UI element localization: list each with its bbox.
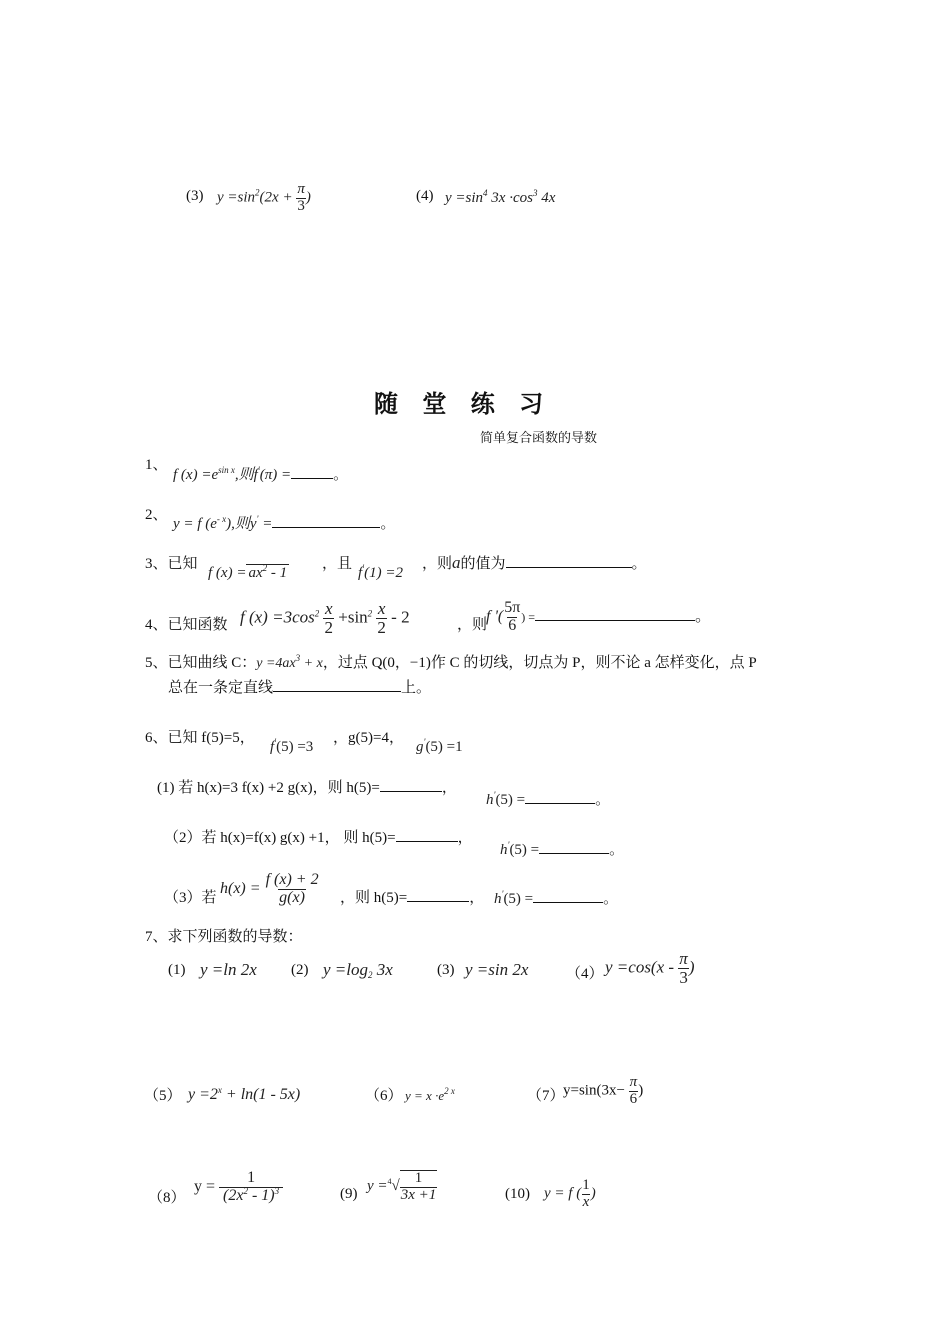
q7-item5-formula: $y =2^x + \ln(1 - 5x)$ xyxy=(188,1085,301,1103)
q1-formula: f $(x) =e^{sin x}$,则f'(π) = 。 xyxy=(173,465,349,483)
q5-answer-blank[interactable] xyxy=(273,677,401,692)
item-3-formula: $y =\sin^2(2x$ + $\frac{\pi}{3}$ ) xyxy=(217,181,311,214)
q4-then: ，则 xyxy=(457,617,488,633)
q6-g: ，g(5)=4， xyxy=(333,730,404,746)
item-3-label: (3) xyxy=(186,188,204,204)
q6-part3-tail: ，则 h(5)= ， xyxy=(340,886,484,907)
q7-item2-formula: $y =\log_2$ 3x xyxy=(323,960,393,980)
q2-number: 2、 xyxy=(145,507,168,523)
q7-item3-label: (3) xyxy=(437,962,455,978)
section-title: 随 堂 练 习 xyxy=(374,390,552,418)
q2-formula: y = f $(e^{- x})$,则y' = 。 xyxy=(173,514,396,532)
q3-formula-fprime: f'(1) =2 xyxy=(358,563,403,581)
q7-item9-label: (9) xyxy=(340,1186,358,1202)
q3-then: ，则a的值为 。 xyxy=(422,553,647,572)
q7-item4-label: （4） xyxy=(566,966,604,982)
q6-part1: (1) 若 h(x)=3 f(x) +2 g(x)，则 h(5)= ， xyxy=(157,776,457,797)
q3-and: ，且 xyxy=(322,556,353,572)
q6-part3: （3）若 xyxy=(164,890,217,906)
q4-formula-prime: f '( $\frac{5\pi}{6}$ ) = 。 xyxy=(486,599,712,634)
q6-part3-blank-h[interactable] xyxy=(407,887,469,902)
q2-answer-blank[interactable] xyxy=(272,513,380,528)
q4-formula: f $(x) =3\cos^2$ $\frac{x}{2}$ $+\sin^2$ $\frac{x}{2}$ - 2 xyxy=(240,599,410,637)
q6-part1-hprime: h'(5) = 。 xyxy=(486,790,611,808)
q7-item1-label: (1) xyxy=(168,962,186,978)
q7-item10-label: (10) xyxy=(505,1186,530,1202)
q7-item5-label: （5） xyxy=(144,1088,182,1104)
q6-part2-blank-h[interactable] xyxy=(396,827,458,842)
q6-part2-blank-hprime[interactable] xyxy=(539,839,609,854)
q6-part3-blank-hprime[interactable] xyxy=(533,888,603,903)
q3-text: 3、已知 xyxy=(145,556,198,572)
q6-part1-blank-h[interactable] xyxy=(380,777,442,792)
q6-part3-hprime: h'(5) = 。 xyxy=(494,889,619,907)
q6-part2-hprime: h'(5) = 。 xyxy=(500,840,625,858)
q7-item4-formula: y =cos(x - $\frac{\pi}{3}$ ) xyxy=(605,949,695,987)
q6-gprime: g'(5) =1 xyxy=(416,737,463,755)
q7-item8-formula: y = $\frac{1}{(2x^2 - 1)^3}$ xyxy=(194,1170,283,1205)
q1-answer-blank[interactable] xyxy=(291,464,333,479)
q3-formula-f: f $(x) = ax^2 - 1$ xyxy=(208,563,288,581)
q5-text: 5、已知曲线 C：$y =4ax^3 + x$，过点 Q(0，−1)作 C 的切线，切点为 P，则不论 a 怎样变化，点 P xyxy=(145,653,757,671)
q6-part1-blank-hprime[interactable] xyxy=(525,789,595,804)
q5-line2: 总在一条定直线 上。 xyxy=(168,676,431,697)
q6-fprime: f'(5) =3 xyxy=(270,737,314,755)
q3-answer-blank[interactable] xyxy=(506,553,632,568)
q7-title: 7、求下列函数的导数： xyxy=(145,929,303,945)
q4-answer-blank[interactable] xyxy=(535,606,695,621)
q7-item8-label: （8） xyxy=(148,1190,186,1206)
q7-item10-formula: y = f ( $\frac{1}{x}$ ) xyxy=(544,1177,596,1210)
item-4-label: (4) xyxy=(416,188,434,204)
q1-number: 1、 xyxy=(145,457,168,473)
section-subtitle: 简单复合函数的导数 xyxy=(480,430,598,445)
q7-item3-formula: y =sin 2x xyxy=(465,960,529,979)
q7-item7-label: （7） xyxy=(527,1088,565,1104)
q4-text: 4、已知函数 xyxy=(145,617,228,633)
q7-item6-formula: $y = x \cdot e^{2 x}$ xyxy=(405,1086,455,1103)
q7-item9-formula: y =$^4$√ $\frac{1}{3x +1}$ xyxy=(367,1170,437,1203)
q7-item7-formula: y=sin(3x− $\frac{\pi}{6}$ ) xyxy=(563,1074,644,1107)
q6-part3-formula: h(x) = $\frac{f (x) + 2}{g(x)}$ xyxy=(220,871,319,906)
q7-item6-label: （6） xyxy=(365,1088,403,1104)
q7-item2-label: (2) xyxy=(291,962,309,978)
q6-part2: （2）若 h(x)=f(x) g(x) +1， 则 h(5)= ， xyxy=(164,826,473,847)
item-4-formula: $y =\sin^4$ $3x \cdot\cos^3$ 4x xyxy=(445,188,556,206)
q6-text: 6、已知 f(5)=5， xyxy=(145,730,255,746)
q7-item1-formula: y =ln 2x xyxy=(200,960,257,979)
